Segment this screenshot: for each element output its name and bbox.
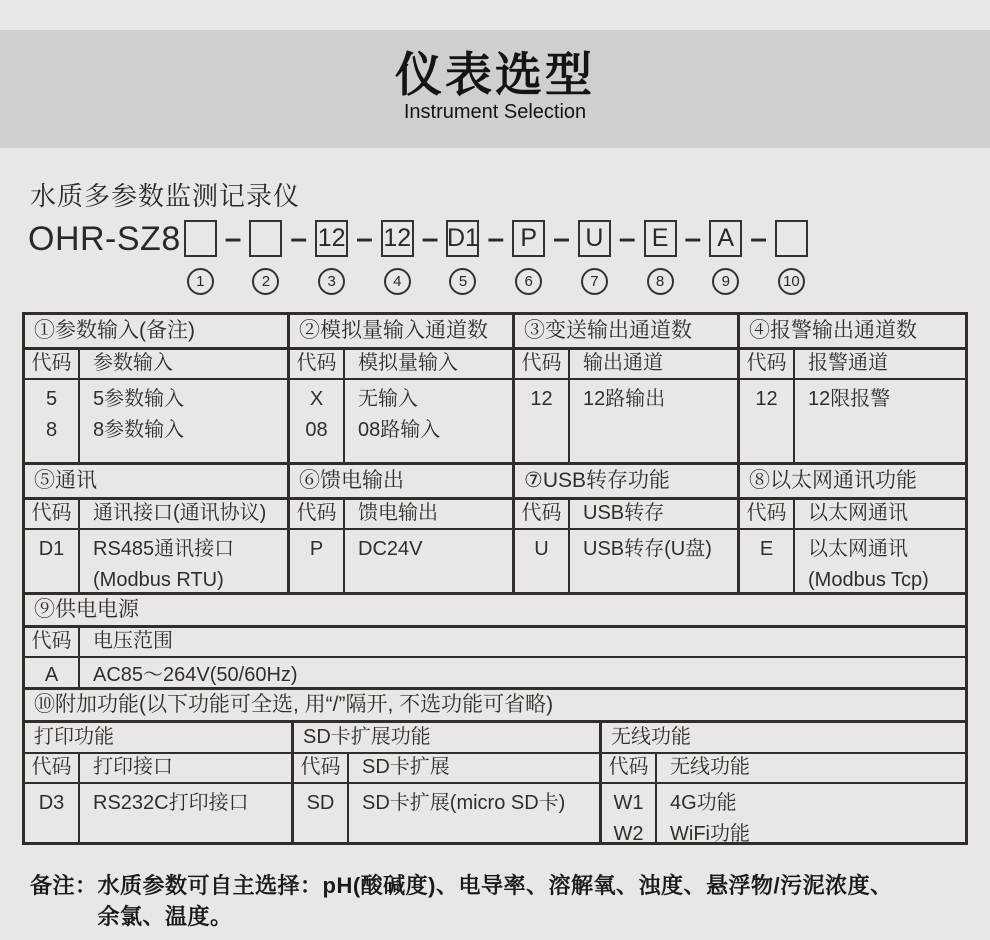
section-communication: [25, 465, 290, 592]
remark-note: [30, 870, 893, 932]
section-title: ⑤通讯: [25, 465, 287, 500]
desc-header: 模拟量输入: [358, 352, 458, 374]
body-rows: [25, 380, 287, 462]
code-cell: 08: [305, 419, 328, 441]
desc-header: 以太网通讯: [808, 502, 908, 524]
desc-cell: RS485通讯接口: [93, 538, 235, 560]
code-header: 代码: [740, 350, 795, 378]
position-number-2: 2: [252, 268, 279, 295]
header-row: [25, 350, 287, 380]
page-subtitle: Instrument Selection: [403, 101, 587, 124]
desc-cell: SD卡扩展(micro SD卡): [362, 792, 566, 814]
model-dash: –: [421, 222, 439, 255]
band-4: [25, 690, 965, 842]
section-ethernet: [740, 465, 965, 592]
section-parameter-input: [25, 315, 290, 462]
model-segment-10: [775, 220, 808, 295]
code-header: 代码: [25, 350, 80, 378]
section-analog-input: [290, 315, 515, 462]
desc-cell: (Modbus RTU): [93, 569, 224, 591]
code-cell: A: [44, 664, 59, 686]
model-code-box-8: E: [644, 220, 677, 257]
model-segment-4: [381, 220, 414, 295]
desc-header: 电压范围: [93, 630, 173, 652]
code-cell: W1: [613, 792, 644, 814]
remark-line-1: 水质参数可自主选择：pH(酸碱度)、电导率、溶解氧、浊度、悬浮物/污泥浓度、: [97, 873, 893, 898]
position-number-3: 3: [318, 268, 345, 295]
model-code-box-5: D1: [446, 220, 479, 257]
desc-header: 输出通道: [583, 352, 663, 374]
section-title: ③变送输出通道数: [515, 315, 737, 350]
page-title: 仪表选型: [395, 48, 595, 101]
model-code-box-7: U: [578, 220, 611, 257]
model-dash: –: [224, 222, 242, 255]
position-number-10: 10: [778, 268, 805, 295]
desc-cell: 无输入: [358, 388, 418, 410]
desc-cell: USB转存(U盘): [583, 538, 712, 560]
desc-cell: WiFi功能: [670, 823, 750, 842]
desc-header: 通讯接口(通讯协议): [93, 502, 267, 524]
code-cell: X: [309, 388, 324, 410]
section-title: ①参数输入(备注): [25, 315, 287, 350]
code-cell: 5: [45, 388, 58, 410]
code-cell: 8: [45, 419, 58, 441]
section-transmit-output: [515, 315, 740, 462]
section-title: ⑦USB转存功能: [515, 465, 737, 500]
subsection-sd-card: [294, 723, 602, 842]
desc-cell: RS232C打印接口: [93, 792, 249, 814]
desc-cell: 12限报警: [808, 388, 891, 410]
code-header: 代码: [25, 628, 80, 656]
desc-header: 无线功能: [670, 756, 750, 778]
title-banner: [0, 30, 990, 148]
code-cell: U: [534, 538, 549, 560]
code-cell: D1: [38, 538, 65, 560]
code-header: 代码: [740, 500, 795, 528]
model-code-box-2: [249, 220, 282, 257]
model-segment-8: [644, 220, 677, 295]
model-code-line: [28, 220, 808, 295]
code-cell: E: [759, 538, 774, 560]
section-feed-output: [290, 465, 515, 592]
desc-cell: (Modbus Tcp): [808, 569, 929, 591]
model-dash: –: [356, 222, 373, 255]
desc-header: 馈电输出: [358, 502, 438, 524]
code-cell: D3: [38, 792, 65, 814]
desc-header: USB转存: [583, 502, 665, 524]
position-number-9: 9: [712, 268, 739, 295]
subsection-title: SD卡扩展功能: [294, 723, 599, 754]
desc-cell: 08路输入: [358, 419, 441, 441]
position-number-4: 4: [384, 268, 411, 295]
position-number-1: 1: [187, 268, 214, 295]
code-header: 代码: [25, 754, 80, 782]
desc-cell: 5参数输入: [93, 388, 185, 410]
position-number-7: 7: [581, 268, 608, 295]
desc-cell: AC85～264V(50/60Hz): [93, 664, 298, 686]
code-cell: SD: [306, 792, 335, 814]
product-name: 水质多参数监测记录仪: [30, 181, 301, 211]
section-title: ②模拟量输入通道数: [290, 315, 512, 350]
code-cell: 12: [755, 388, 778, 410]
desc-cell: DC24V: [358, 538, 423, 560]
code-cell: 12: [530, 388, 553, 410]
model-dash: –: [290, 222, 308, 255]
code-header: 代码: [515, 350, 570, 378]
desc-header: SD卡扩展: [362, 756, 450, 778]
desc-cell: 以太网通讯: [808, 538, 908, 560]
section-title: ⑧以太网通讯功能: [740, 465, 965, 500]
model-code-box-1: [184, 220, 217, 257]
code-header: 代码: [515, 500, 570, 528]
model-code-box-3: 12: [315, 220, 348, 257]
position-number-5: 5: [449, 268, 476, 295]
subsection-title: 无线功能: [602, 723, 965, 754]
model-segment-7: [578, 220, 611, 295]
model-prefix: OHR-SZ8: [28, 220, 181, 258]
desc-header: 报警通道: [808, 352, 888, 374]
selection-table: [22, 312, 968, 845]
model-code-box-6: P: [512, 220, 545, 257]
code-cell: W2: [613, 823, 644, 842]
desc-cell: 4G功能: [670, 792, 737, 814]
code-header: 代码: [290, 500, 345, 528]
desc-cell: 12路输出: [583, 388, 666, 410]
remark-line-2: 余氯、温度。: [97, 904, 233, 929]
code-header: 代码: [294, 754, 349, 782]
code-cell: P: [309, 538, 324, 560]
code-header: 代码: [290, 350, 345, 378]
code-header: 代码: [25, 500, 80, 528]
model-segment-2: [249, 220, 282, 295]
model-segment-3: [315, 220, 348, 295]
desc-header: 参数输入: [93, 352, 173, 374]
subsection-print: [25, 723, 294, 842]
subsection-wireless: [602, 723, 965, 842]
section-title: ⑥馈电输出: [290, 465, 512, 500]
model-code-box-4: 12: [381, 220, 414, 257]
subsection-title: 打印功能: [25, 723, 291, 754]
model-dash: –: [750, 222, 767, 255]
model-segment-6: [512, 220, 545, 295]
model-segment-5: [446, 220, 479, 295]
section-usb-transfer: [515, 465, 740, 592]
section-alarm-output: [740, 315, 965, 462]
model-dash: –: [553, 222, 570, 255]
model-dash: –: [487, 222, 505, 255]
desc-cell: 8参数输入: [93, 419, 185, 441]
section-title: ⑨供电电源: [25, 595, 965, 628]
remark-label: 备注：: [30, 873, 98, 898]
model-code-box-10: [775, 220, 808, 257]
band-2: [25, 465, 965, 595]
code-header: 代码: [602, 754, 657, 782]
position-number-6: 6: [515, 268, 542, 295]
band-3: [25, 595, 965, 690]
model-segment-1: [184, 220, 217, 295]
model-dash: –: [684, 222, 702, 255]
position-number-8: 8: [647, 268, 674, 295]
desc-header: 打印接口: [93, 756, 173, 778]
section-title: ④报警输出通道数: [740, 315, 965, 350]
band-1: [25, 315, 965, 465]
model-code-box-9: A: [709, 220, 742, 257]
model-dash: –: [618, 222, 636, 255]
model-segment-9: [709, 220, 742, 295]
section-title: ⑩附加功能(以下功能可全选, 用“/”隔开, 不选功能可省略): [25, 690, 965, 723]
